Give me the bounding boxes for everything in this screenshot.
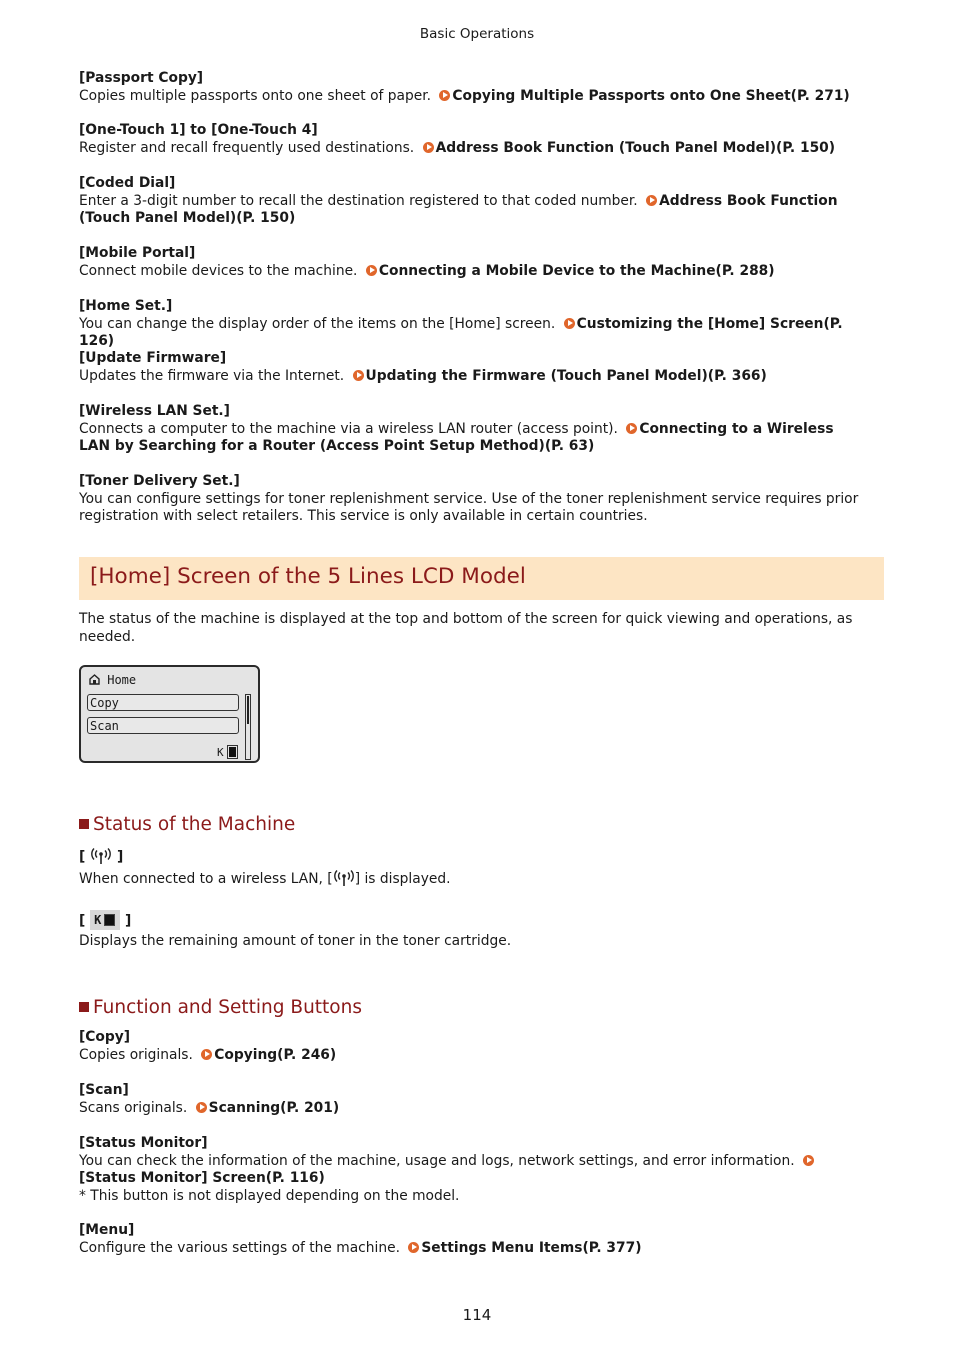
- entry-desc: You can check the information of the machine, usage and logs, network settings, and error information.: [79, 1152, 795, 1169]
- link-arrow-icon: [646, 195, 657, 206]
- cross-ref-link[interactable]: Copying(P. 246): [214, 1046, 337, 1063]
- cross-ref-link[interactable]: Connecting to a Wireless LAN by Searching for a Router (Access Point Setup Method)(P. 63): [79, 420, 834, 455]
- entry-term: [Coded Dial]: [79, 175, 176, 191]
- toner-icon-term: [79, 910, 869, 931]
- lcd-home-label: [89, 673, 136, 687]
- entry-desc: Copies originals.: [79, 1046, 193, 1063]
- entry-desc: Copies multiple passports onto one sheet of paper.: [79, 87, 432, 104]
- entry-one-touch: [79, 122, 869, 157]
- link-arrow-icon: [439, 90, 450, 101]
- toner-k-letter: K: [94, 913, 102, 927]
- section-title: [Home] Screen of the 5 Lines LCD Model: [90, 564, 526, 589]
- cross-ref-link[interactable]: Settings Menu Items(P. 377): [421, 1239, 642, 1256]
- link-arrow-icon: [201, 1049, 212, 1060]
- entry-term: [Wireless LAN Set.]: [79, 403, 230, 419]
- entry-term: [Status Monitor]: [79, 1135, 208, 1151]
- entry-desc: Register and recall frequently used destinations.: [79, 139, 415, 156]
- toner-block: [104, 914, 115, 926]
- entry-term: [Update Firmware]: [79, 350, 227, 366]
- bracket-close: ]: [124, 913, 132, 929]
- wifi-desc-post: ] is displayed.: [354, 871, 451, 887]
- link-arrow-icon: [423, 142, 434, 153]
- buttons-subheading: [79, 997, 362, 1018]
- entry-passport-copy: [79, 70, 869, 105]
- entry-wireless-lan: [79, 403, 869, 456]
- lcd-home-text: Home: [107, 673, 137, 687]
- entry-note: * This button is not displayed depending on the model.: [79, 1187, 460, 1204]
- toner-desc: Displays the remaining amount of toner in the toner cartridge.: [79, 933, 512, 949]
- cross-ref-link[interactable]: Customizing the [Home] Screen(P. 126): [79, 315, 843, 350]
- entry-desc: Scans originals.: [79, 1099, 188, 1116]
- link-arrow-icon: [408, 1242, 419, 1253]
- bracket-open: [: [79, 849, 86, 865]
- cross-ref-link[interactable]: Updating the Firmware (Touch Panel Model)(P. 366): [365, 367, 767, 384]
- entry-term: [Copy]: [79, 1029, 131, 1045]
- cross-ref-link[interactable]: [Status Monitor] Screen(P. 116): [79, 1170, 325, 1187]
- section-heading-bar: [79, 557, 884, 600]
- wifi-desc: [79, 869, 869, 889]
- entry-update-firmware: [79, 350, 869, 385]
- wifi-icon-term: [79, 847, 869, 867]
- running-header: Basic Operations: [419, 26, 535, 42]
- entry-desc: Connect mobile devices to the machine.: [79, 262, 358, 279]
- page-number: 114: [462, 1306, 492, 1324]
- bracket-close: ]: [116, 849, 124, 865]
- toner-status-icon: [90, 910, 120, 930]
- entry-coded-dial: [79, 175, 869, 228]
- entry-desc: Enter a 3-digit number to recall the destination registered to that coded number.: [79, 192, 638, 209]
- bracket-open: [: [79, 913, 86, 929]
- entry-menu: [79, 1222, 869, 1257]
- entry-term: [Mobile Portal]: [79, 245, 196, 261]
- link-arrow-icon: [196, 1102, 207, 1113]
- lcd-toner-k-label: K: [217, 746, 224, 759]
- link-arrow-icon: [366, 265, 377, 276]
- link-arrow-icon: [803, 1155, 814, 1166]
- cross-ref-link[interactable]: Copying Multiple Passports onto One Sheet(P. 271): [452, 87, 850, 104]
- entry-desc: You can change the display order of the items on the [Home] screen.: [79, 315, 556, 332]
- lcd-scrollbar: [245, 694, 251, 760]
- entry-term: [Scan]: [79, 1082, 129, 1098]
- wireless-icon: [333, 869, 355, 887]
- lcd-copy-button: Copy: [87, 694, 239, 711]
- entry-desc: Connects a computer to the machine via a wireless LAN router (access point).: [79, 420, 618, 437]
- lcd-scrollbar-thumb: [247, 696, 249, 724]
- entry-mobile-portal: [79, 245, 869, 280]
- square-bullet-icon: [79, 1002, 89, 1012]
- entry-status-monitor: [79, 1135, 869, 1205]
- cross-ref-link[interactable]: Scanning(P. 201): [208, 1099, 340, 1116]
- buttons-title: Function and Setting Buttons: [93, 997, 362, 1018]
- home-icon: [89, 674, 100, 685]
- wifi-desc-pre: When connected to a wireless LAN, [: [79, 871, 333, 887]
- lcd-screen-illustration: [79, 665, 260, 763]
- status-title: Status of the Machine: [93, 814, 296, 835]
- toner-level-icon: [227, 745, 238, 759]
- cross-ref-link[interactable]: Address Book Function (Touch Panel Model)(P. 150): [79, 192, 838, 227]
- cross-ref-link[interactable]: Address Book Function (Touch Panel Model)(P. 150): [435, 139, 836, 156]
- entry-home-set: [79, 298, 869, 351]
- entry-copy: [79, 1029, 869, 1064]
- entry-term: [Passport Copy]: [79, 70, 204, 86]
- entry-desc: You can configure settings for toner replenishment service. Use of the toner replenishment service requires prior registration with select retailers. This service is only available in certain countries.: [79, 490, 859, 525]
- entry-desc: Updates the firmware via the Internet.: [79, 367, 345, 384]
- section-intro: The status of the machine is displayed at the top and bottom of the screen for quick viewing and operations, as needed.: [79, 611, 853, 645]
- square-bullet-icon: [79, 819, 89, 829]
- entry-scan: [79, 1082, 869, 1117]
- entry-term: [One-Touch 1] to [One-Touch 4]: [79, 122, 318, 138]
- entry-toner-delivery: [79, 473, 869, 526]
- link-arrow-icon: [626, 423, 637, 434]
- entry-term: [Menu]: [79, 1222, 135, 1238]
- entry-term: [Home Set.]: [79, 298, 173, 314]
- status-subheading: [79, 814, 295, 835]
- wireless-icon: [90, 847, 112, 865]
- entry-desc: Configure the various settings of the machine.: [79, 1239, 400, 1256]
- link-arrow-icon: [564, 318, 575, 329]
- lcd-scan-button: Scan: [87, 717, 239, 734]
- cross-ref-link[interactable]: Connecting a Mobile Device to the Machine(P. 288): [378, 262, 775, 279]
- link-arrow-icon: [353, 370, 364, 381]
- entry-term: [Toner Delivery Set.]: [79, 473, 240, 489]
